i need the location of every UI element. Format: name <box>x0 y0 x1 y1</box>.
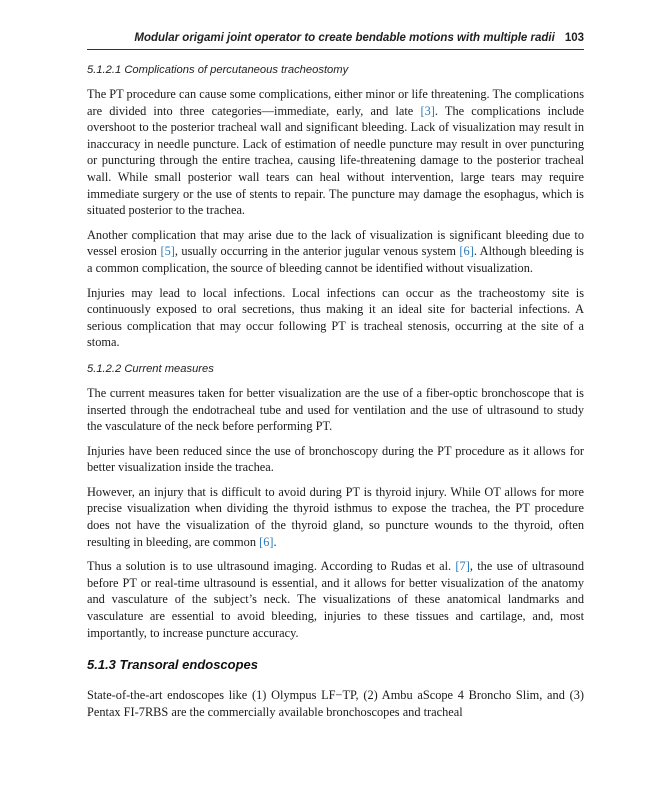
citation-link[interactable]: [7] <box>455 559 470 574</box>
paragraph: State-of-the-art endoscopes like (1) Olympus LF−TP, (2) Ambu aScope 4 Broncho Slim, and (3) Pentax FI-7RBS are the commercially available bronchoscopes and tracheal <box>87 688 584 719</box>
citation-link[interactable]: [5] <box>160 244 175 259</box>
paragraph: However, an injury that is difficult to avoid during PT is thyroid injury. While OT allows for more precise visualization when dividing the thyroid isthmus to expose the trachea, the PT procedure does not have the visualization of the thyroid gland, so puncture wounds to the thyroid, often resulting in bleeding, are common [6]. <box>87 484 584 549</box>
paragraph: The current measures taken for better visualization are the use of a fiber-optic bronchoscope that is inserted through the endotracheal tube and used for ventilation and the use of ultrasound to study the vasculature of the neck before performing PT. <box>87 385 584 434</box>
paragraph: The PT procedure can cause some complications, either minor or life threatening. The complications are divided into three categories—immediate, early, and late [3]. The complications include overshoot to the posterior tracheal wall and significant bleeding. Lack of visualization may result in inaccuracy in needle puncture. Lack of estimation of needle puncture may result in over puncturing or puncturing through the entire trachea, causing life-threatening damage to the posterior tracheal wall. While small posterior wall tears can heal without intervention, large tears may require immediate surgery or the use of stents to repair. The puncture may damage the esophagus, which is situated posterior to the trachea. <box>87 87 585 218</box>
paragraph: Another complication that may arise due to the lack of visualization is significant bleeding due to vessel erosion [5], usually occurring in the anterior jugular venous system [6]. Although bleeding is a common complication, the source of bleeding cannot be identified without visualization. <box>87 227 584 275</box>
citation-link[interactable]: [6] <box>259 534 274 549</box>
paragraph: Injuries may lead to local infections. Local infections can occur as the tracheostomy site is continuously exposed to oral secretions, thus making it an ideal site for bacterial infections. A serious complication that may occur following PT is tracheal stenosis, occurring at the site of a stoma. <box>87 285 584 350</box>
citation-link[interactable]: [3] <box>420 103 435 118</box>
running-header <box>87 32 584 50</box>
body-text <box>87 64 584 728</box>
paragraph: Injuries have been reduced since the use of bronchoscopy during the PT procedure as it allows for better visualization inside the trachea. <box>87 443 584 475</box>
citation-link[interactable]: [6] <box>459 244 474 259</box>
subsection-heading-5122: 5.1.2.2 Current measures <box>87 362 214 375</box>
paragraph: Thus a solution is to use ultrasound imaging. According to Rudas et al. [7], the use of ultrasound before PT or real-time ultrasound is essential, and it allows for better visualization of the anatomy and vasculature of the subject’s neck. The visualizations of these anatomical landmarks and vasculature are essential to avoid bleeding, injuries to these tissues and cartilage, and, most importantly, to increase puncture accuracy. <box>87 559 584 640</box>
page-number: 103 <box>564 32 584 44</box>
running-title: Modular origami joint operator to create bendable motions with multiple radii <box>134 32 555 44</box>
section-heading-513: 5.1.3 Transoral endoscopes <box>87 657 258 673</box>
subsection-heading-5121: 5.1.2.1 Complications of percutaneous tracheostomy <box>87 64 349 76</box>
